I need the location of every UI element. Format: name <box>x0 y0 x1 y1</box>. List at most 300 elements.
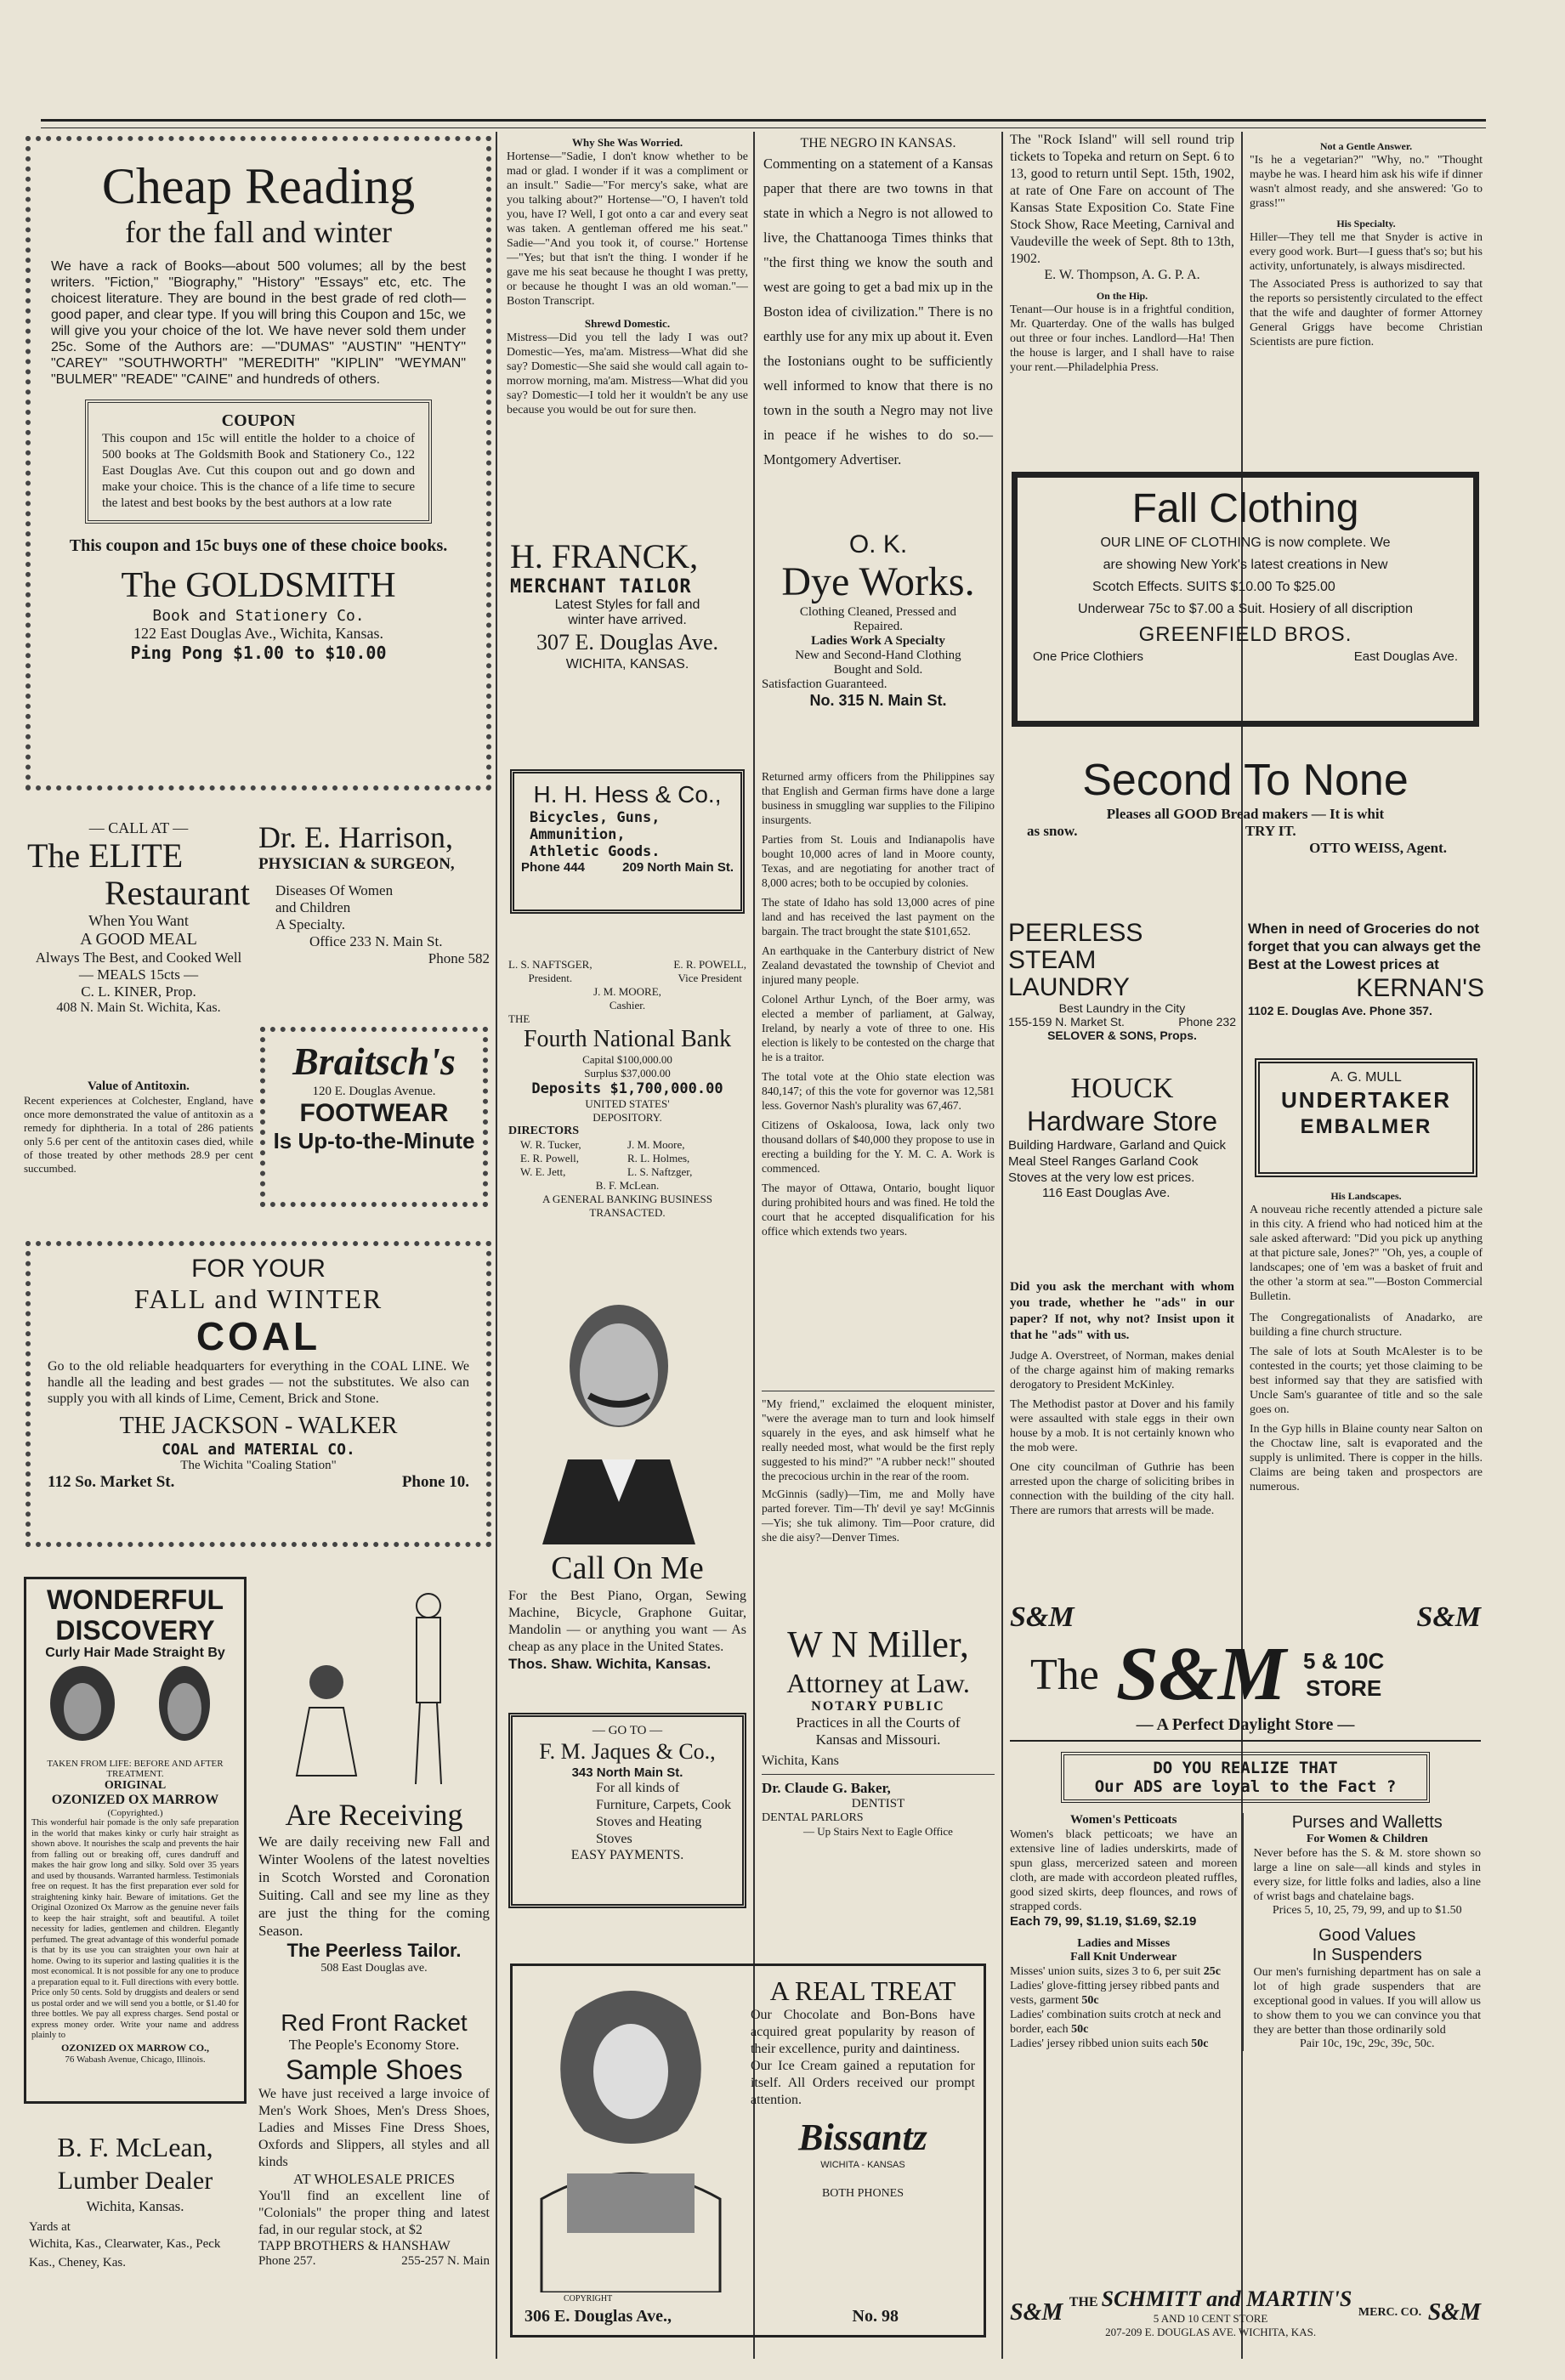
harrison-line: Diseases Of Women <box>275 882 394 898</box>
sm-banner-line: DO YOU REALIZE THAT <box>1153 1759 1338 1777</box>
dye-name2: Dye Works. <box>781 559 975 604</box>
franck-sub: MERCHANT TAILOR <box>510 576 692 598</box>
houck-address: 116 East Douglas Ave. <box>1042 1186 1171 1200</box>
shaw-portrait <box>508 1289 729 1544</box>
wonderful-title: WONDERFUL <box>47 1584 224 1615</box>
hess-address: 209 North Main St. <box>622 860 734 875</box>
divider <box>762 1774 995 1775</box>
humor-column <box>1246 140 1486 455</box>
sm-name-right: 5 & 10C <box>1302 1648 1385 1674</box>
hess-footer <box>521 860 734 875</box>
miller-line: Practices in all the Courts of <box>796 1714 961 1731</box>
bissantz-address: 306 E. Douglas Ave., <box>525 2307 672 2326</box>
my-friend-body2: McGinnis (sadly)—Tim, me and Molly have parted forever. Tim—Th' devil ye say! McGinnis—Yis; she tuk alimony. Tim—Poor crature, did she die aisy?—Denver Times. <box>762 1488 995 1544</box>
mull-line3: EMBALMER <box>1300 1115 1432 1138</box>
news-item: The Methodist pastor at Dover and his family were assaulted with stale eggs in their own house by a mob. It is not certainly known who the mob were. <box>1010 1398 1234 1454</box>
knit-item <box>1010 2037 1238 2051</box>
lady-illustration <box>525 1978 737 2292</box>
column-rule <box>496 132 497 2359</box>
sm-store-name <box>1303 1647 1384 1702</box>
shaw-ad <box>507 1288 748 1692</box>
bank-director: L. S. Naftzger, <box>627 1165 693 1178</box>
knit-item-text: Ladies' glove-fitting jersey ribbed pants and vests, garment <box>1010 1980 1220 2007</box>
red-front-name: TAPP BROTHERS & HANSHAW <box>258 2239 451 2253</box>
coal-phone: Phone 10. <box>401 1473 469 1491</box>
mclean-city: Wichita, Kansas. <box>86 2198 184 2214</box>
sm-logo: S&M <box>1010 2299 1063 2326</box>
braitsch-address: 120 E. Douglas Avenue. <box>312 1085 436 1098</box>
dye-line: Repaired. <box>853 620 903 633</box>
mull-undertaker-ad <box>1255 1058 1477 1177</box>
bank-director: B. F. McLean. <box>595 1179 660 1192</box>
specialty-body: Hiller—They tell me that Snyder is active in every good work. Burt—I guess that's so; but his activity, unfortunately, is always misdirected. <box>1250 231 1483 273</box>
franck-address: 307 E. Douglas Ave. <box>536 630 718 654</box>
news-item: Returned army officers from the Philippines say that English and German firms have done a large business in smuggling war supplies to the Filipino insurgents. <box>762 770 995 826</box>
coupon-offer: This coupon and 15c buys one of these choice books. <box>69 536 448 555</box>
baker-parlors: DENTAL PARLORS <box>762 1811 864 1824</box>
bissantz-body2: Our Ice Cream gained a reputation for itself. All Orders received our prompt attention. <box>751 2059 975 2107</box>
franck-city: WICHITA, KANSAS. <box>565 657 689 672</box>
laundry-name2: STEAM <box>1008 946 1097 974</box>
mull-line2: UNDERTAKER <box>1280 1087 1452 1113</box>
greenfield-line: are showing New York's latest creations in New <box>1103 558 1388 572</box>
dye-line: Clothing Cleaned, Pressed and <box>799 605 957 619</box>
worried-article <box>507 136 748 510</box>
red-front-footer <box>258 2254 490 2269</box>
laundry-name3: LAUNDRY <box>1008 973 1130 1001</box>
news-item: Judge A. Overstreet, of Norman, makes denial of the charge against him of making remarks derogatory to President McKinley. <box>1010 1350 1234 1391</box>
shaw-sign: Thos. Shaw. Wichita, Kansas. <box>508 1656 712 1672</box>
red-front-head: Sample Shoes <box>285 2054 463 2085</box>
pingpong-line: Ping Pong $1.00 to $10.00 <box>130 643 387 663</box>
elite-restaurant-ad <box>24 816 253 1062</box>
second-sign: OTTO WEISS, Agent. <box>1309 840 1447 856</box>
harrison-line: A Specialty. <box>275 916 345 932</box>
knit-item-text: Ladies' combination suits crotch at neck and border, each <box>1010 2009 1222 2036</box>
greenfield-foot: One Price Clothiers <box>1033 649 1144 664</box>
news2-items <box>1010 1349 1234 1518</box>
knit-title: Ladies and Misses <box>1077 1937 1171 1950</box>
dye-line: New and Second-Hand Clothing <box>795 649 961 662</box>
jaques-address: 343 North Main St. <box>571 1765 683 1780</box>
news3-items <box>1250 1311 1483 1494</box>
bank-the: THE <box>508 1012 530 1025</box>
coal-footer <box>48 1473 469 1492</box>
bank-officer-title: Cashier. <box>609 999 646 1012</box>
dye-address: No. 315 N. Main St. <box>809 692 947 709</box>
sm-logo: S&M <box>1416 1601 1481 1633</box>
knit-item-price: 50c <box>1191 2037 1209 2050</box>
miller-title: Attorney at Law. <box>786 1668 970 1698</box>
peerless-name: The Peerless Tailor. <box>286 1940 462 1961</box>
news-item: The total vote at the Ohio state election was 840,147; of this the vote for governor was 12,581 less. Governor Nash's plurality was 67,467. <box>762 1070 995 1112</box>
miller-name: W N Miller, <box>787 1624 969 1665</box>
my-friend-body: "My friend," exclaimed the eloquent minister, "were the average man to turn and look himself squarely in the eyes, and ask himself what he really needed most, what would be the first reply suggested to his mind?" "A rubber neck!" shouted the precocious urchin in the rear of the room. <box>762 1397 995 1482</box>
greenfield-line: OUR LINE OF CLOTHING is now complete. We <box>1100 536 1391 550</box>
franck-ad <box>507 534 748 729</box>
hess-line: Bicycles, Guns, <box>530 809 661 826</box>
red-front-title: Red Front Racket <box>281 2009 468 2036</box>
bissantz-text <box>751 1975 975 2201</box>
rock-island-sign: E. W. Thompson, A. G. P. A. <box>1044 268 1200 282</box>
franck-name: H. FRANCK, <box>510 537 699 575</box>
greenfield-line: Underwear 75c to $7.00 a Suit. Hosiery of all discription <box>1078 602 1413 616</box>
wonderful-copyright: (Copyrighted.) <box>107 1808 163 1818</box>
cheap-reading-subtitle: for the fall and winter <box>125 215 392 249</box>
laundry-row <box>1008 1015 1236 1028</box>
jaques-go: — GO TO — <box>592 1724 663 1737</box>
specialty-title: His Specialty. <box>1336 218 1396 230</box>
sm-name-right2: STORE <box>1306 1675 1382 1701</box>
baker-title: DENTIST <box>851 1797 905 1810</box>
miller-address: Wichita, Kans <box>762 1754 839 1768</box>
wonderful-body: This wonderful hair pomade is the only safe preparation in the world that makes kinky or curly hair straight as shown above. It nourishes the scalp and prevents the hair from falling out or breaking off, cures dandruff and makes the hair grow long and silky. Sold over 35 years and used by thousands. Warranted harmless. Testimonials free on request. It has the first preparation ever sold for straightening kinky hair. Beware of imitations. Get the Original Ozonized Ox Marrow as the genuine never fails to keep the hair straight, soft and beautiful. A toilet necessity for ladies, gentlemen and children. Elegantly perfumed. The great advantage of this wonderful pomade is that by its use you can straighten your own hair at home. Owing to its superior and lasting qualities it is the most economical. It is not possible for any one to produce a preparation equal to it. Full directions with every bottle. Price only 50 cents. Sold by druggists and dealers or send us postal order and we will send you a bottle, or $1.40 for three bottles. We pay all express charges. Send postal or express money order. Write your name and address plainly to <box>31 1818 239 2040</box>
kernan-name: KERNAN'S <box>1356 974 1484 1002</box>
second-row <box>1018 823 1472 840</box>
harrison-title: PHYSICIAN & SURGEON, <box>258 855 455 873</box>
harrison-line: and Children <box>275 899 351 915</box>
negro-kansas-article <box>758 136 998 518</box>
dye-works-ad <box>758 527 998 756</box>
petticoats-prices: Each 79, 99, $1.19, $1.69, $2.19 <box>1010 1914 1197 1929</box>
bank-officer-name: E. R. POWELL, <box>673 958 746 971</box>
news-item: One city councilman of Guthrie has been arrested upon the charge of soliciting bribes in connection with the building of the city hall. There are rumors that arrests will be made. <box>1010 1461 1234 1517</box>
peerless-address: 508 East Douglas ave. <box>320 1962 428 1975</box>
news-column <box>758 769 998 1356</box>
second-title: Second To None <box>1082 756 1409 805</box>
greenfield-foot2: East Douglas Ave. <box>1353 649 1458 664</box>
harrison-phone: Phone 582 <box>428 950 490 966</box>
coupon-text: This coupon and 15c will entitle the holder to a choice of 500 books at The Goldsmith Book and Stationery Co., 122 East Douglas Ave. Cut this coupon out and go down and make your choice. This is the chance of a life time to secure the latest and best books by the best authors at a low rate <box>102 432 415 510</box>
houck-name: HOUCK <box>1070 1073 1174 1104</box>
news-item: Citizens of Oskaloosa, Iowa, lack only two thousand dollars of $40,000 they propose to use in erecting a building for the Y. M. C. A. Work is commenced. <box>762 1119 995 1175</box>
greenfield-ad <box>1012 472 1479 727</box>
rock-island-notice <box>1006 132 1238 378</box>
shrewd-title: Shrewd Domestic. <box>584 317 671 330</box>
miller-ad <box>758 1619 998 1857</box>
news-item: Parties from St. Louis and Indianapolis have bought 10,000 acres of land in Moore county, Texas, and are negotiating for another tract of 8,000 acres; both to be occupied by colonies. <box>762 833 995 889</box>
hess-line: Athletic Goods. <box>530 843 661 860</box>
wonderful-caption: TAKEN FROM LIFE: BEFORE AND AFTER TREATMENT. <box>47 1759 224 1779</box>
knit-item-price: 25c <box>1203 1965 1221 1978</box>
bank-officer-name: L. S. NAFTSGER, <box>508 958 593 971</box>
sm-footer-addr: 207-209 E. DOUGLAS AVE. WICHITA, KAS. <box>1105 2326 1317 2338</box>
not-gentle-body: "Is he a vegetarian?" "Why, no." "Thought maybe he was. I heard him ask his wife if dinner wasn't almost ready, and she answered: 'Go to grass!'" <box>1250 154 1483 210</box>
wonderful-company: OZONIZED OX MARROW CO., <box>60 2041 210 2054</box>
coal-company2: COAL and MATERIAL CO. <box>162 1441 355 1459</box>
sm-columns <box>1010 1813 1481 2051</box>
coal-station: The Wichita "Coaling Station" <box>180 1459 337 1472</box>
goldsmith-address: 122 East Douglas Ave., Wichita, Kansas. <box>133 625 384 642</box>
coal-big: COAL <box>196 1314 321 1358</box>
bank-director: W. R. Tucker, <box>520 1138 581 1151</box>
houck-ad <box>1006 1071 1238 1284</box>
laundry-line: Best Laundry in the City <box>1058 1001 1186 1015</box>
sm-logo: S&M <box>1010 1601 1075 1633</box>
bank-officer <box>673 958 746 985</box>
elite-line: When You Want <box>88 912 189 929</box>
elite-address: 408 N. Main St. Wichita, Kas. <box>56 1000 221 1015</box>
sm-footer-the: THE <box>1069 2295 1098 2309</box>
hess-phone: Phone 444 <box>521 860 586 875</box>
mclean-locations: Wichita, Kas., Clearwater, Kas., Peck Kas., Cheney, Kas. <box>29 2237 221 2270</box>
coal-body: Go to the old reliable headquarters for everything in the COAL LINE. We handle all the leading and best grades — not the substitutes. We also can supply you with all kinds of Lime, Cement, Brick and Stone. <box>48 1359 469 1406</box>
coal-ad <box>26 1241 491 1547</box>
shaw-title: Call On Me <box>551 1550 704 1586</box>
bissantz-phones: BOTH PHONES <box>821 2187 904 2200</box>
red-front-line: AT WHOLESALE PRICES <box>292 2171 456 2187</box>
bank-depository2: DEPOSITORY. <box>593 1111 662 1124</box>
dye-line: Ladies Work A Specialty <box>811 634 945 648</box>
bank-deposits: Deposits $1,700,000.00 <box>531 1080 723 1097</box>
landscapes-body: A nouveau riche recently attended a picture sale in this city. A friend who had noticed him at the sale asked afterward: "Did you pick up anything at that picture sale, Jones?" "Oh, yes, a couple of landscapes; one of 'em was a basket of fruit and the other 'a storm at sea.'"—Boston Commercial Bulletin. <box>1250 1204 1483 1303</box>
purses-title: Purses and Walletts <box>1291 1813 1443 1832</box>
petticoats-body: Women's black petticoats; we have an extensive line of ladies underskirts, made of spun glass, mercerized sateen and moreen cloth, are made with accordeon pleated ruffles, good sized skirts, deep flounces, and rows of strapped cords. <box>1010 1828 1238 1913</box>
second-line2: as snow. <box>1027 823 1078 839</box>
knit-title2: Fall Knit Underwear <box>1070 1951 1177 1964</box>
second-line: Pleases all GOOD Bread makers — It is whit <box>1106 806 1385 822</box>
kernan-address: 1102 E. Douglas Ave. Phone 357. <box>1248 1004 1432 1017</box>
harrison-ad <box>255 816 493 1020</box>
laundry-name: PEERLESS <box>1008 919 1143 947</box>
before-after-portraits <box>31 1661 235 1754</box>
purses-sub: For Women & Children <box>1306 1833 1428 1845</box>
knit-item <box>1010 1979 1238 2008</box>
hess-line: Ammunition, <box>530 826 626 843</box>
knit-item-price: 50c <box>1081 1994 1099 2007</box>
goldsmith-name: The GOLDSMITH <box>121 566 396 605</box>
knit-item-text: Ladies' jersey ribbed union suits each <box>1010 2037 1188 2050</box>
red-front-phone: Phone 257. <box>258 2254 316 2268</box>
goldsmith-sub: Book and Stationery Co. <box>152 607 365 625</box>
houck-title: Hardware Store <box>1026 1106 1218 1136</box>
jaques-ad <box>508 1713 746 1908</box>
peerless-body: We are daily receiving new Fall and Winter Woolens of the latest novelties in Scotch Worsted and Coronation Suiting. Call and see my line as they are just the thing for the coming Season. <box>258 1833 490 1939</box>
elite-line: A GOOD MEAL <box>80 930 197 949</box>
mclean-ad <box>24 2125 247 2346</box>
cheap-reading-ad <box>26 136 491 790</box>
braitsch-line: Is Up-to-the-Minute <box>273 1128 475 1153</box>
elite-line: Always The Best, and Cooked Well <box>35 949 242 966</box>
bissantz-title: A REAL TREAT <box>769 1975 956 2006</box>
column-rule <box>1001 132 1003 2359</box>
jaques-name: F. M. Jaques & Co., <box>539 1739 716 1764</box>
franck-line: winter have arrived. <box>568 613 687 627</box>
sm-banner-line2: Our ADS are loyal to the Fact ? <box>1094 1777 1397 1796</box>
sm-footer-sub: 5 AND 10 CENT STORE <box>1153 2312 1268 2325</box>
red-front-address: 255-257 N. Main <box>401 2254 490 2268</box>
dye-name: O. K. <box>848 530 908 558</box>
sm-tagline: — A Perfect Daylight Store — <box>1010 1715 1481 1742</box>
bank-director: J. M. Moore, <box>627 1138 685 1151</box>
sm-footer-merc: MERC. CO. <box>1358 2306 1422 2319</box>
on-the-hip-title: On the Hip. <box>1096 290 1148 302</box>
jaques-payments: EASY PAYMENTS. <box>570 1848 684 1862</box>
peerless-title: Are Receiving <box>285 1798 463 1832</box>
bank-officer-name: J. M. MOORE, <box>593 985 661 998</box>
top-rule <box>41 119 1486 122</box>
bissantz-no: No. 98 <box>852 2307 899 2326</box>
hess-ad <box>510 769 745 914</box>
my-friend-article <box>758 1386 998 1598</box>
wonderful-product2: OZONIZED OX MARROW <box>51 1793 219 1807</box>
petticoats-title: Women's Petticoats <box>1070 1813 1177 1827</box>
on-the-hip-body: Tenant—Our house is in a frightful condition, Mr. Quarterday. One of the walls has bulged out three or four inches. Landlord—Ha! Then the house is larger, and I shall have to raise your rent.—Philadelphia Press. <box>1010 303 1234 374</box>
ox-marrow-ad <box>24 1577 247 2104</box>
bank-directors-label: DIRECTORS <box>508 1125 579 1137</box>
red-front-body2: You'll find an excellent line of "Colonials" the proper thing and latest fad, in our regular stock, at $2 <box>258 2189 490 2237</box>
bissantz-ad <box>510 1964 986 2338</box>
braitsch-line: FOOTWEAR <box>299 1099 449 1127</box>
fashion-illustration <box>258 1580 488 1793</box>
negro-body: Commenting on a statement of a Kansas paper that there are two towns in that state in which a Negro is not allowed to live, the Chattanooga Times thinks that "the first thing we know the south and west are going to get a bad mix up in the Boston idea of civilization." There is no earthly use for any mix up about it. Even the Iostonians ought to be sufficiently well informed to know that there is no town in the south a Negro may not live in peace if he wishes to do so.—Montgomery Advertiser. <box>763 156 993 468</box>
greenfield-title: Fall Clothing <box>1131 486 1359 531</box>
knit-item-text: Misses' union suits, sizes 3 to 6, per suit <box>1010 1965 1201 1978</box>
bank-capital: Capital $100,000.00 <box>582 1053 672 1066</box>
news-item: Colonel Arthur Lynch, of the Boer army, was elected a member of parliament, at Galway, Ireland, by nearly a vote of three to one. His election is likely to be contested on the charge that he is a traitor. <box>762 993 995 1063</box>
bank-director: E. R. Powell, <box>520 1152 579 1164</box>
news-item: An earthquake in the Canterbury district of New Zealand devastated the township of Cheviot and injured many people. <box>762 944 995 986</box>
bank-director: W. E. Jett, <box>520 1165 566 1178</box>
bank-surplus: Surplus $37,000.00 <box>584 1067 671 1080</box>
greenfield-footer <box>1033 649 1458 664</box>
greenfield-line: Scotch Effects. SUITS $10.00 To $25.00 <box>1092 580 1335 594</box>
purses-prices: Prices 5, 10, 25, 79, 99, and up to $1.50 <box>1272 1904 1462 1917</box>
peerless-tailor-ad <box>255 1577 493 1993</box>
bissantz-logo: Bissantz <box>798 2116 927 2158</box>
cheap-reading-title: Cheap Reading <box>101 158 416 214</box>
baker-address: — Up Stairs Next to Eagle Office <box>803 1825 953 1838</box>
bissantz-city: WICHITA - KANSAS <box>820 2160 905 2170</box>
braitsch-name: Braitsch's <box>292 1040 456 1083</box>
red-front-sub: The People's Economy Store. <box>288 2037 460 2053</box>
coupon-box <box>85 400 432 524</box>
dye-line: Satisfaction Guaranteed. <box>762 677 887 691</box>
bank-footer: A GENERAL BANKING BUSINESS <box>542 1193 712 1205</box>
coal-line: FOR YOUR <box>191 1255 326 1283</box>
antitoxin-title: Value of Antitoxin. <box>88 1080 190 1093</box>
trade-body: Did you ask the merchant with whom you trade, whether he "ads" in our paper? If not, why not? Insist upon it that he "ads" with us. <box>1010 1280 1234 1342</box>
suspenders-title2: In Suspenders <box>1312 1946 1422 1964</box>
suspenders-body: Our men's furnishing department has on sale a lot of high grade suspenders that are exceptional good in values. If you will allow us to show them to you we can convince you that they are better than those ordinarily sold <box>1253 1966 1481 2037</box>
dye-line: Bought and Sold. <box>833 663 923 677</box>
worried-body: Hortense—"Sadie, I don't know whether to be mad or glad. I wonder if it was a compliment or an insult." Sadie—"For mercy's sake, what are you talking about?" Hortense—"O, I haven't told you, have I? Well, I got onto a car and every seat was taken. A gentleman offered me his seat." Sadie—"And you took it, of course." Hortense—"Yes; but that isn't the thing. I wonder if he gave me his seat because he thought I was pretty, or because he thought I was an old woman."—Boston Transcript. <box>507 150 748 308</box>
worried-title: Why She Was Worried. <box>571 136 683 149</box>
greenfield-name: GREENFIELD BROS. <box>1138 623 1352 646</box>
kernan-ad <box>1246 918 1486 1046</box>
coal-address: 112 So. Market St. <box>48 1473 175 1491</box>
coupon-title: COUPON <box>221 411 296 430</box>
sm-store-ad <box>1006 1598 1484 2346</box>
sm-top-row <box>1010 1601 1481 1634</box>
baker-name: Dr. Claude G. Baker, <box>762 1780 891 1796</box>
elite-call: — CALL AT — <box>88 819 189 836</box>
not-gentle-title: Not a Gentle Answer. <box>1319 140 1413 152</box>
rock-island-body: The "Rock Island" will sell round trip tickets to Topeka and return on Sept. 6 to 13, good to return until Sept. 15th, 1902, at rate of One Fare on account of The Kansas State Exposition Co. State Fine Stock Show, Race Meeting, Carnival and Vaudeville the week of Sept. 8th to 13th, 1902. <box>1010 133 1234 266</box>
mull-line: A. G. MULL <box>1330 1070 1402 1085</box>
miller-sub: NOTARY PUBLIC <box>811 1699 945 1714</box>
bank-footer2: TRANSACTED. <box>589 1206 666 1219</box>
bissantz-copyright: COPYRIGHT <box>564 2294 613 2304</box>
landscapes-column <box>1246 1190 1486 1590</box>
bank-directors <box>508 1138 746 1179</box>
landscapes-title: His Landscapes. <box>1330 1190 1402 1202</box>
laundry-props: SELOVER & SONS, Props. <box>1047 1028 1197 1042</box>
news-item: The state of Idaho has sold 13,000 acres of pine land and has received the last payment on the bargain. The tract brought the state $101,652. <box>762 896 995 938</box>
red-front-ad <box>255 2006 493 2354</box>
negro-title: THE NEGRO IN KANSAS. <box>800 136 956 150</box>
bank-officer-title: President. <box>528 972 573 984</box>
sm-logo: S&M <box>1427 2299 1481 2326</box>
red-front-body: We have just received a large invoice of Men's Work Shoes, Men's Dress Shoes, Ladies and Misses Fine Dress Shoes, Oxfords and Slippers, all styles and all kinds <box>258 2087 490 2169</box>
sm-the: The <box>1030 1650 1099 1699</box>
bank-officer-title: Vice President <box>678 972 742 984</box>
knit-item <box>1010 2008 1238 2037</box>
sm-right-col <box>1254 1813 1482 2051</box>
elite-name: The ELITE <box>27 836 184 875</box>
suspenders-title: Good Values <box>1318 1926 1416 1945</box>
news-item: In the Gyp hills in Blaine county near Salton on the Choctaw line, salt is evaporated and the supply is unlimited. There is copper in the hills. Claims are being taken and prospectors are numerous. <box>1250 1423 1483 1493</box>
news-item: The sale of lots at South McAlester is to be contested in the courts; yet those claiming to be best informed say that they are satisfied with Uncle Sam's guarantee of title and so the sale goes on. <box>1250 1346 1483 1416</box>
bank-director: R. L. Holmes, <box>627 1152 690 1164</box>
knit-item <box>1010 1964 1238 1979</box>
elite-name2: Restaurant <box>104 874 250 912</box>
elite-line: — MEALS 15cts — <box>78 966 199 983</box>
kernan-body: When in need of Groceries do not forget that you can always get the Best at the Lowest prices at <box>1248 921 1481 972</box>
wonderful-title2: DISCOVERY <box>55 1615 215 1646</box>
harrison-office: Office 233 N. Main St. <box>309 933 443 949</box>
peerless-laundry-ad <box>1006 918 1238 1054</box>
sm-footer-name: SCHMITT and MARTIN'S <box>1101 2286 1352 2311</box>
bank-officers <box>508 958 746 985</box>
mclean-line: Lumber Dealer <box>57 2167 213 2195</box>
second-to-none-ad <box>1012 748 1479 901</box>
braitsch-ad <box>260 1027 488 1207</box>
laundry-address: 155-159 N. Market St. <box>1008 1015 1125 1028</box>
bank-officer <box>508 985 746 1012</box>
sm-footer <box>1010 2286 1481 2339</box>
antitoxin-article <box>24 1080 253 1207</box>
mclean-name: B. F. McLean, <box>57 2132 213 2162</box>
knit-item-price: 50c <box>1071 2023 1089 2036</box>
mclean-yards: Yards at <box>29 2220 71 2234</box>
news-item: The Congregationalists of Anadarko, are building a fine church structure. <box>1250 1312 1483 1339</box>
trade-notice <box>1006 1279 1238 1594</box>
bank-officer <box>508 958 593 985</box>
sm-left-col <box>1010 1813 1244 2051</box>
purses-body: Never before has the S. & M. store shown so large a line on sale—all kinds and styles in every size, for little folks and ladies, also a line of wrist bags and chatelaine bags. <box>1253 1847 1481 1903</box>
harrison-name: Dr. E. Harrison, <box>258 820 453 854</box>
cheap-reading-body: We have a rack of Books—about 500 volumes; all by the best writers. "Fiction," "Biography," "History" "Essays" etc, etc. The choicest literature. They are bound in the best grade of red cloth—good paper, and clear type. If you will bring this Coupon and 15c, we will give you your choice of the lot. We have never sold them under 25c. Some of the Authors are: —"DUMAS" "AUSTIN" "HENTY" "CAREY" "SOUTHWORTH" "MEREDITH" "KIPLIN" "WEYMAN" "BULMER" "READE" "CAINE" and hundreds of others. <box>51 259 466 387</box>
coal-company: THE JACKSON - WALKER <box>119 1413 398 1439</box>
bissantz-footer <box>525 2307 975 2326</box>
jaques-body: For all kinds of Furniture, Carpets, Cook Stoves and Heating Stoves <box>596 1781 732 1846</box>
wonderful-address: 76 Wabash Avenue, Chicago, Illinois. <box>65 2054 206 2065</box>
specialty-body2: The Associated Press is authorized to say that the reports so persistently circulated to the effect that the wife and daughter of former Attorney General Griggs have become Christian Scientists are pure fiction. <box>1250 278 1483 348</box>
bank-name: Fourth National Bank <box>523 1026 732 1052</box>
sm-header <box>1010 1634 1481 1715</box>
houck-body: Building Hardware, Garland and Quick Meal Steel Ranges Garland Cook Stoves at the very low est prices. <box>1008 1138 1226 1185</box>
second-line3: TRY IT. <box>1245 823 1296 839</box>
shaw-body: For the Best Piano, Organ, Sewing Machine, Bicycle, Graphone Guitar, Mandolin — or anything you want — As cheap as any place in the United States. <box>508 1589 746 1654</box>
fourth-national-bank-ad <box>507 956 748 1279</box>
sm-big-logo: S&M <box>1115 1632 1286 1716</box>
shrewd-body: Mistress—Did you tell the lady I was out? Domestic—Yes, ma'am. Mistress—What did she say? Domestic—She said she would call again to-morrow morning, ma'am. Mistress—What did you say? Domestic—I told her it wouldn't be any use because you would be out for sure then. <box>507 332 748 416</box>
miller-line: Kansas and Missouri. <box>815 1731 941 1748</box>
wonderful-sub: Curly Hair Made Straight By <box>45 1646 225 1660</box>
news-items <box>762 769 995 1238</box>
antitoxin-body: Recent experiences at Colchester, England, have once more demonstrated the value of antitoxin as a remedy for diphtheria. In a total of 286 patients only 5.6 per cent of the antitoxin cases died, while of those treated by other methods 28.9 per cent succumbed. <box>24 1094 253 1175</box>
